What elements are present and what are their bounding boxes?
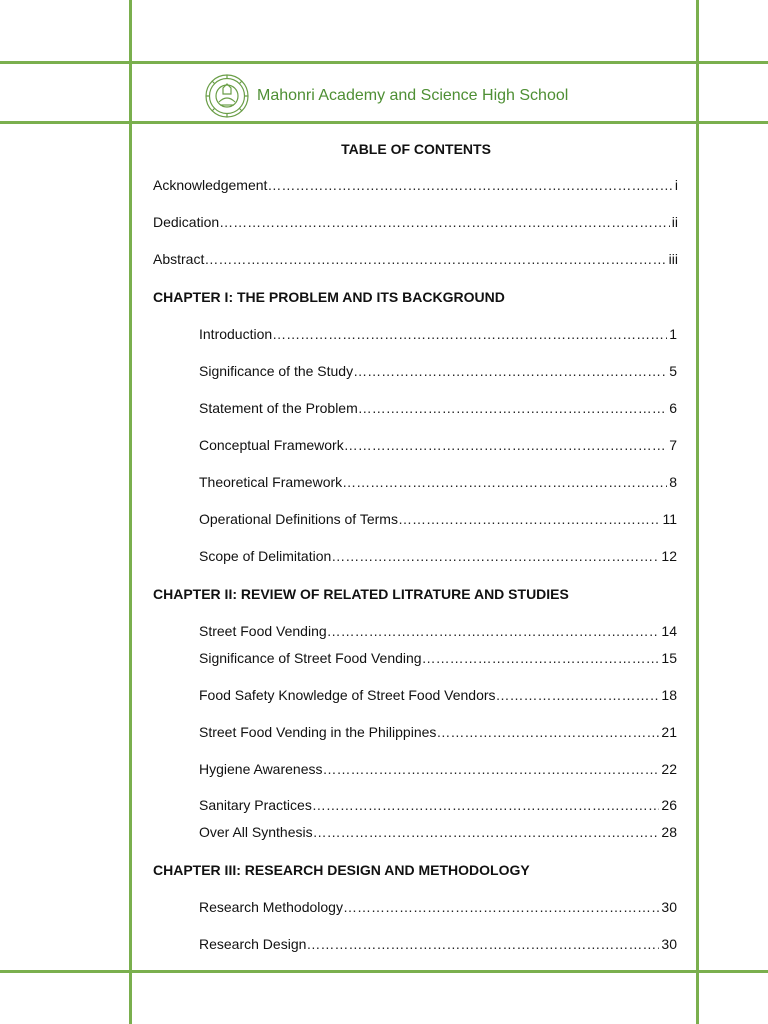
dot-leader	[344, 437, 667, 453]
toc-entry	[199, 548, 677, 564]
dot-leader	[343, 899, 659, 915]
dot-leader	[204, 251, 666, 267]
school-name: Mahonri Academy and Science High School	[257, 87, 569, 104]
toc-entry	[199, 724, 677, 740]
toc-entry-page: 15	[661, 650, 677, 666]
toc-entry-title: Acknowledgement	[153, 177, 268, 193]
school-header	[203, 70, 568, 122]
toc-entry-title: Significance of Street Food Vending	[199, 650, 422, 666]
toc-entry-title: Operational Definitions of Terms	[199, 511, 398, 527]
chapter-heading: CHAPTER I: THE PROBLEM AND ITS BACKGROUND	[153, 289, 505, 305]
toc-entry-title: Sanitary Practices	[199, 797, 312, 813]
dot-leader	[436, 724, 659, 740]
toc-entry-page: 18	[661, 687, 677, 703]
toc-entry-page: 1	[669, 326, 677, 342]
toc-entry	[199, 687, 677, 703]
dot-leader	[398, 511, 661, 527]
dot-leader	[267, 177, 672, 193]
toc-entry	[153, 214, 678, 230]
toc-entry-title: Theoretical Framework	[199, 474, 343, 490]
toc-entry-title: Significance of the Study	[199, 363, 354, 379]
toc-entry-page: i	[674, 177, 678, 193]
chapter-heading: CHAPTER II: REVIEW OF RELATED LITRATURE AND STUDIES	[153, 586, 569, 602]
toc-entry-title: Research Design	[199, 936, 307, 952]
toc-entry-page: 12	[661, 548, 677, 564]
toc-entry	[199, 623, 677, 639]
toc-entry-title: Street Food Vending	[199, 623, 327, 639]
toc-entry	[199, 474, 677, 490]
toc-entry	[199, 824, 677, 840]
toc-entry-page: 8	[669, 474, 677, 490]
toc-entry-title: Dedication	[153, 214, 220, 230]
toc-entry-page: 22	[661, 761, 677, 777]
dot-leader	[342, 474, 667, 490]
bottom-border-line	[0, 970, 768, 973]
dot-leader	[422, 650, 660, 666]
chapter-heading: CHAPTER III: RESEARCH DESIGN AND METHODOLOGY	[153, 862, 530, 878]
toc-entry	[153, 251, 678, 267]
toc-entry-title: Conceptual Framework	[199, 437, 344, 453]
toc-entry-title: Scope of Delimitation	[199, 548, 332, 564]
toc-entry-page: 30	[661, 936, 677, 952]
toc-entry-page: 28	[661, 824, 677, 840]
dot-leader	[306, 936, 659, 952]
toc-entry	[199, 326, 677, 342]
toc-entry	[199, 511, 677, 527]
dot-leader	[313, 824, 660, 840]
toc-entry	[199, 899, 677, 915]
toc-entry-title: Street Food Vending in the Philippines	[199, 724, 437, 740]
page-title: TABLE OF CONTENTS	[341, 141, 491, 157]
toc-entry	[153, 177, 678, 193]
toc-entry-title: Introduction	[199, 326, 273, 342]
dot-leader	[272, 326, 667, 342]
toc-entry	[199, 363, 677, 379]
toc-entry	[199, 437, 677, 453]
dot-leader	[353, 363, 667, 379]
toc-entry-page: 21	[661, 724, 677, 740]
toc-entry	[199, 400, 677, 416]
toc-entry-title: Research Methodology	[199, 899, 343, 915]
top-border-line	[0, 61, 768, 64]
toc-entry-page: 14	[661, 623, 677, 639]
toc-entry-page: 5	[669, 363, 677, 379]
toc-entry-title: Food Safety Knowledge of Street Food Vendors	[199, 687, 496, 703]
toc-entry-title: Abstract	[153, 251, 205, 267]
toc-entry-page: 30	[661, 899, 677, 915]
dot-leader	[331, 548, 659, 564]
dot-leader	[312, 797, 660, 813]
toc-entry-page: 7	[669, 437, 677, 453]
toc-entry-title: Statement of the Problem	[199, 400, 358, 416]
toc-entry-page: ii	[671, 214, 678, 230]
toc-entry	[199, 936, 677, 952]
dot-leader	[327, 623, 660, 639]
toc-entry	[199, 650, 677, 666]
toc-entry-title: Hygiene Awareness	[199, 761, 323, 777]
school-seal-icon	[203, 72, 251, 120]
dot-leader	[322, 761, 659, 777]
toc-entry-page: 6	[669, 400, 677, 416]
toc-entry-page: 11	[662, 511, 677, 527]
toc-entry-title: Over All Synthesis	[199, 824, 313, 840]
toc-entry-page: 26	[661, 797, 677, 813]
dot-leader	[219, 214, 670, 230]
toc-entry	[199, 761, 677, 777]
dot-leader	[358, 400, 667, 416]
toc-entry-page: iii	[668, 251, 678, 267]
dot-leader	[496, 687, 660, 703]
toc-entry	[199, 797, 677, 813]
